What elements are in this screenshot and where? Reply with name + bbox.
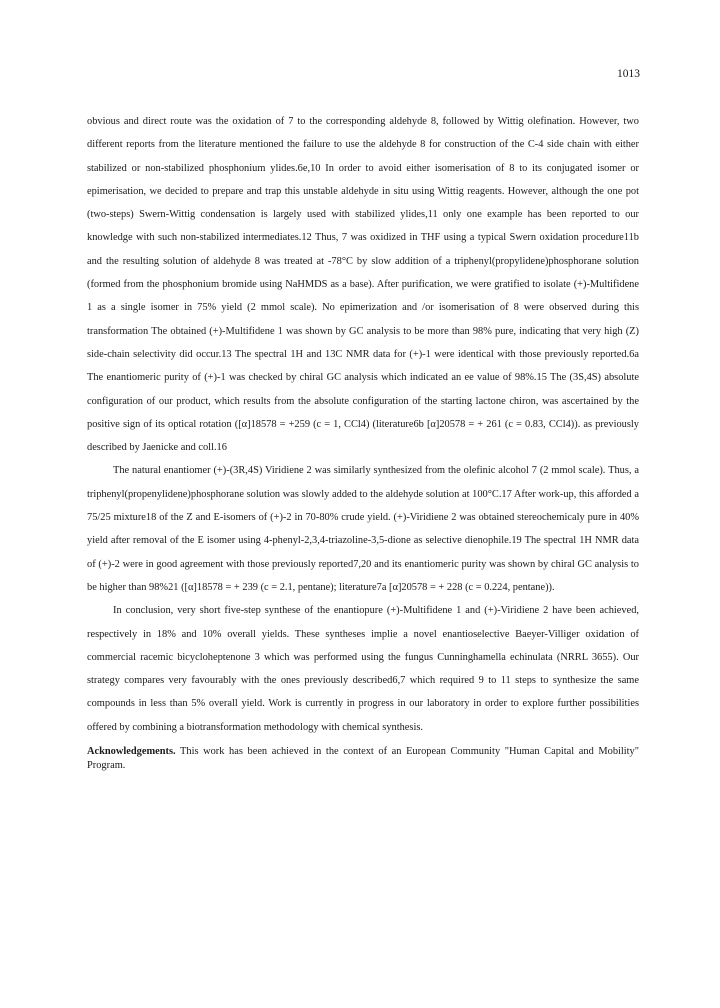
paragraph-3: In conclusion, very short five-step synthese of the enantiopure (+)-Multifidene 1 and (+)-Viridiene 2 have been achieved, respectively in 18% and 10% overall yields. These syntheses implie a novel enantioselective Baeyer-Villiger oxidation of commercial racemic bicycloheptenone 3 which was performed using the fungus Cunninghamella echinulata (NRRL 3655). Our strategy compares very favourably with the ones previously described6,7 which required 9 to 11 steps to synthesize the same compounds in less than 5% overall yield. Work is currently in progress in our laboratory in order to explore further possibilities offered by combining a biotransformation methodology with chemical synthesis. <box>87 605 639 733</box>
paragraph-1: obvious and direct route was the oxidation of 7 to the corresponding aldehyde 8, followed by Wittig olefination. However, two different reports from the literature mentioned the failure to use the aldehyde 8 for construction of the C-4 side chain with either stabilized or non-stabilized phosphonium ylides.6e,10 In order to avoid either isomerisation of 8 to its conjugated isomer or epimerisation, we decided to prepare and trap this unstable aldehyde in situ using Wittig reagents. However, although the one pot (two-steps) Swern-Wittig condensation is largely used with stabilized ylides,11 only one example has been reported to our knowledge with such non-stabilized intermediates.12 Thus, 7 was oxidized in THF using a typical Swern oxidation procedure11b and the resulting solution of aldehyde 8 was treated at -78°C by slow addition of a triphenyl(propylidene)phosphorane solution (formed from the phosphonium bromide using NaHMDS as a base). After purification, we were gratified to isolate (+)-Multifidene 1 as a single isomer in 75% yield (2 mmol scale). No epimerization and /or isomerisation of 8 were observed during this transformation The obtained (+)-Multifidene 1 was shown by GC analysis to be more than 98% pure, indicating that very high (Z) side-chain selectivity did occur.13 The spectral 1H and 13C NMR data for (+)-1 were identical with those previously reported.6a The enantiomeric purity of (+)-1 was checked by chiral GC analysis which indicated an ee value of 98%.15 The (3S,4S) absolute configuration of our product, which results from the absolute configuration of the starting lactone chiron, was ascertained by the positive sign of its optical rotation ([α]18578 = +259 (c = 1, CCl4) (literature6b [α]20578 = + 261 (c = 0.83, CCl4)). as previously described by Jaenicke and coll.16 <box>87 116 639 454</box>
paragraph-2: The natural enantiomer (+)-(3R,4S) Viridiene 2 was similarly synthesized from the olefinic alcohol 7 (2 mmol scale). Thus, a triphenyl(propenylidene)phosphorane solution was slowly added to the aldehyde solution at 100°C.17 After work-up, this afforded a 75/25 mixture18 of the Z and E-isomers of (+)-2 in 70-80% crude yield. (+)-Viridiene 2 was obtained stereochemicaly pure in 40% yield after removal of the E isomer using 4-phenyl-2,3,4-triazoline-3,5-dione as selective dienophile.19 The spectral 1H NMR data of (+)-2 were in good agreement with those previously reported7,20 and its enantiomeric purity was shown by chiral GC analysis to be higher than 98%21 ([α]18578 = + 239 (c = 2.1, pentane); literature7a [α]20578 = + 228 (c = 0.224, pentane)). <box>87 465 639 593</box>
page-number: 1013 <box>617 68 640 80</box>
acknowledgements-heading: Acknowledgements. <box>87 746 176 758</box>
body-text <box>87 110 639 773</box>
acknowledgements <box>87 745 639 773</box>
acknowledgements-text: This work has been achieved in the context of an European Community "Human Capital and Mobility" Program. <box>87 746 639 772</box>
